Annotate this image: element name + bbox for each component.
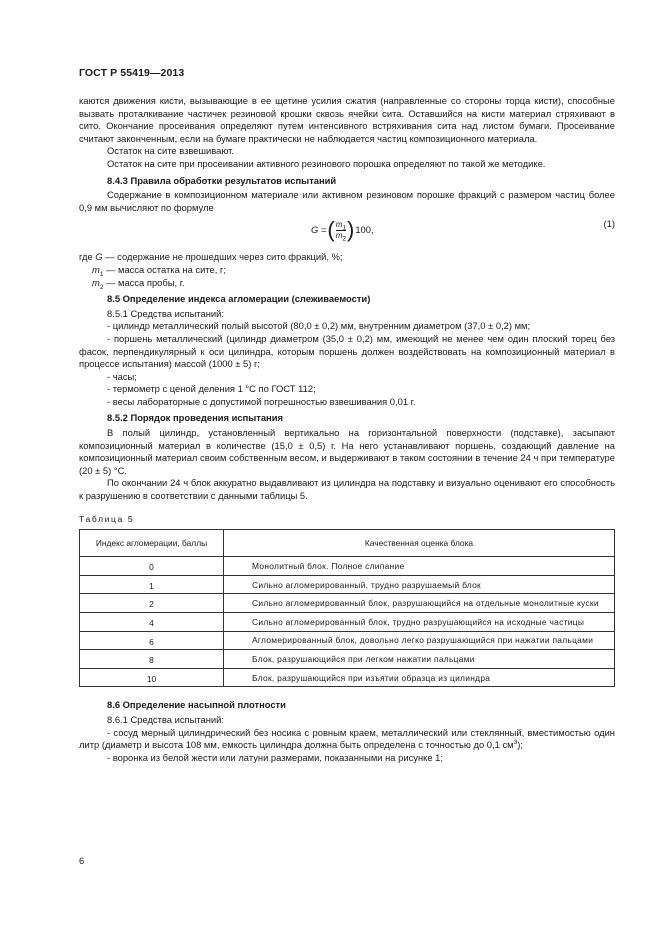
- document-header: ГОСТ Р 55419—2013: [79, 67, 185, 79]
- document-body: [79, 95, 615, 764]
- density-equipment-item-1: - сосуд мерный цилиндрический без носика с ровным краем, металлический или стеклянный, вместимостью один литр (диаметр и высота 108 мм, емкость цилиндра должна быть определена с точностью до 0,1 $см^3$);: [79, 726, 615, 751]
- formula-number: (1): [603, 218, 615, 230]
- equipment-item-4: - термометр с ценой деления 1 °С по ГОСТ 112;: [107, 383, 316, 395]
- equipment-item-2: - поршень металлический (цилиндр диаметром (35,0 ± 0,2) мм, имеющий не менее чем один плоский торец без фасок, перпендикулярный к оси цилиндра, которым поршень должен воздействовать на композиционный материал в процессе испытания) массой (1000 ± 5) г;: [79, 332, 615, 370]
- table-cell-index: 0: [80, 557, 224, 576]
- definition-m1: $m_1$ — масса остатка на сите, г;: [92, 263, 226, 278]
- section-8-5-2-heading: 8.5.2 Порядок проведения испытания: [107, 412, 283, 424]
- table-cell-index: 10: [80, 668, 224, 687]
- equipment-item-5: - весы лабораторные с допустимой погрешностью взвешивания 0,01 г.: [107, 395, 416, 407]
- procedure-paragraph-2: По окончании 24 ч блок аккуратно выдавливают из цилиндра на подставку и визуально оценивают его способность к разрушению в соответствии с данными таблицы 5.: [79, 477, 615, 502]
- formula-fraction: [336, 220, 346, 241]
- intro-paragraph-2: Остаток на сите взвешивают.: [107, 145, 235, 157]
- formula-denominator: $m_2$: [335, 230, 346, 243]
- table-cell-assessment: Сильно агломерированный, трудно разрушаемый блок: [224, 575, 615, 594]
- table-cell-assessment: Блок, разрушающийся при изъятии образца из цилиндра: [224, 668, 615, 687]
- formula-numerator: $m_1$: [335, 219, 346, 232]
- formula-1: [79, 216, 615, 248]
- table-row: [80, 594, 615, 613]
- procedure-paragraph-1: В полый цилиндр, установленный вертикально на горизонтальной поверхности (подставке), засыпают композиционный материал в количестве (15,0 ± 0,5) г. На него устанавливают поршень, создающий давление на композиционный материал своим собственным весом, и выдерживают в таком состоянии в течение 24 ч при температуре (20 ± 5) °С.: [79, 427, 615, 476]
- formula-rhs: 100,: [355, 224, 374, 236]
- table-5: [79, 529, 615, 687]
- section-8-4-3-text: Содержание в композиционном материале или активном резиновом порошке фракций с размером частиц более 0,9 мм вычисляют по формуле: [79, 189, 615, 213]
- equipment-item-3: - часы;: [107, 370, 137, 382]
- table-row: [80, 557, 615, 576]
- table-5-caption: Таблица 5: [79, 513, 135, 524]
- definition-m2: $m_2$ — масса пробы, г.: [92, 276, 185, 291]
- section-8-6-1-title: 8.6.1 Средства испытаний:: [107, 713, 224, 725]
- table-cell-index: 4: [80, 613, 224, 632]
- table-row: [80, 650, 615, 669]
- section-8-6-heading: 8.6 Определение насыпной плотности: [107, 699, 286, 711]
- section-8-5-heading: 8.5 Определение индекса агломерации (слеживаемости): [107, 293, 371, 305]
- page-number: 6: [79, 855, 85, 866]
- equipment-item-1: - цилиндр металлический полый высотой (80,0 ± 0,2) мм, внутренним диаметром (37,0 ± 0,2) мм;: [107, 320, 531, 332]
- table-cell-assessment: Монолитный блок. Полное слипание: [224, 557, 615, 576]
- table-cell-index: 1: [80, 575, 224, 594]
- formula-expression: [311, 219, 374, 241]
- table-row: [80, 575, 615, 594]
- formula-left-paren: (: [327, 217, 335, 243]
- column-header-assessment: Качественная оценка блока: [224, 530, 615, 557]
- definition-g: где G — содержание не прошедших через сито фракций, %;: [79, 251, 343, 263]
- table-cell-assessment: Сильно агломерированный блок, разрушающийся на отдельные монолитные куски: [224, 594, 615, 613]
- table-cell-index: 2: [80, 594, 224, 613]
- table-row: [80, 613, 615, 632]
- column-header-index: Индекс агломерации, баллы: [80, 530, 224, 557]
- table-header-row: [80, 530, 615, 557]
- table-cell-assessment: Блок, разрушающийся при легком нажатии пальцами: [224, 650, 615, 669]
- section-8-5-1-title: 8.5.1 Средства испытаний:: [107, 307, 224, 319]
- table-cell-assessment: Сильно агломерированный блок, трудно разрушающийся на исходные частицы: [224, 613, 615, 632]
- table-cell-assessment: Агломерированный блок, довольно легко разрушающийся при нажатии пальцами: [224, 631, 615, 650]
- density-equipment-item-2: - воронка из белой жести или латуни размерами, показанными на рисунке 1;: [107, 751, 443, 763]
- table-row: [80, 668, 615, 687]
- section-8-4-3-heading: 8.4.3 Правила обработки результатов испытаний: [107, 174, 337, 186]
- table-cell-index: 6: [80, 631, 224, 650]
- table-cell-index: 8: [80, 650, 224, 669]
- intro-paragraph-1: каются движения кисти, вызывающие в ее щетине усилия сжатия (направленные со стороны торца кисти), способные вызвать проталкивание частичек резиновой крошки сквозь ячейки сита. Оставшийся на кисти материал стряхивают в сито. Окончание просеивания определяют путем интенсивного встряхивания сита над листом бумаги. Просеивание считают законченным, если на бумаге практически не наблюдается частиц композиционного материала.: [79, 95, 615, 144]
- intro-paragraph-3: Остаток на сите при просеивании активного резинового порошка определяют по такой же методике.: [107, 157, 546, 169]
- formula-lhs: G =: [311, 224, 327, 236]
- table-row: [80, 631, 615, 650]
- formula-right-paren: ): [347, 217, 355, 243]
